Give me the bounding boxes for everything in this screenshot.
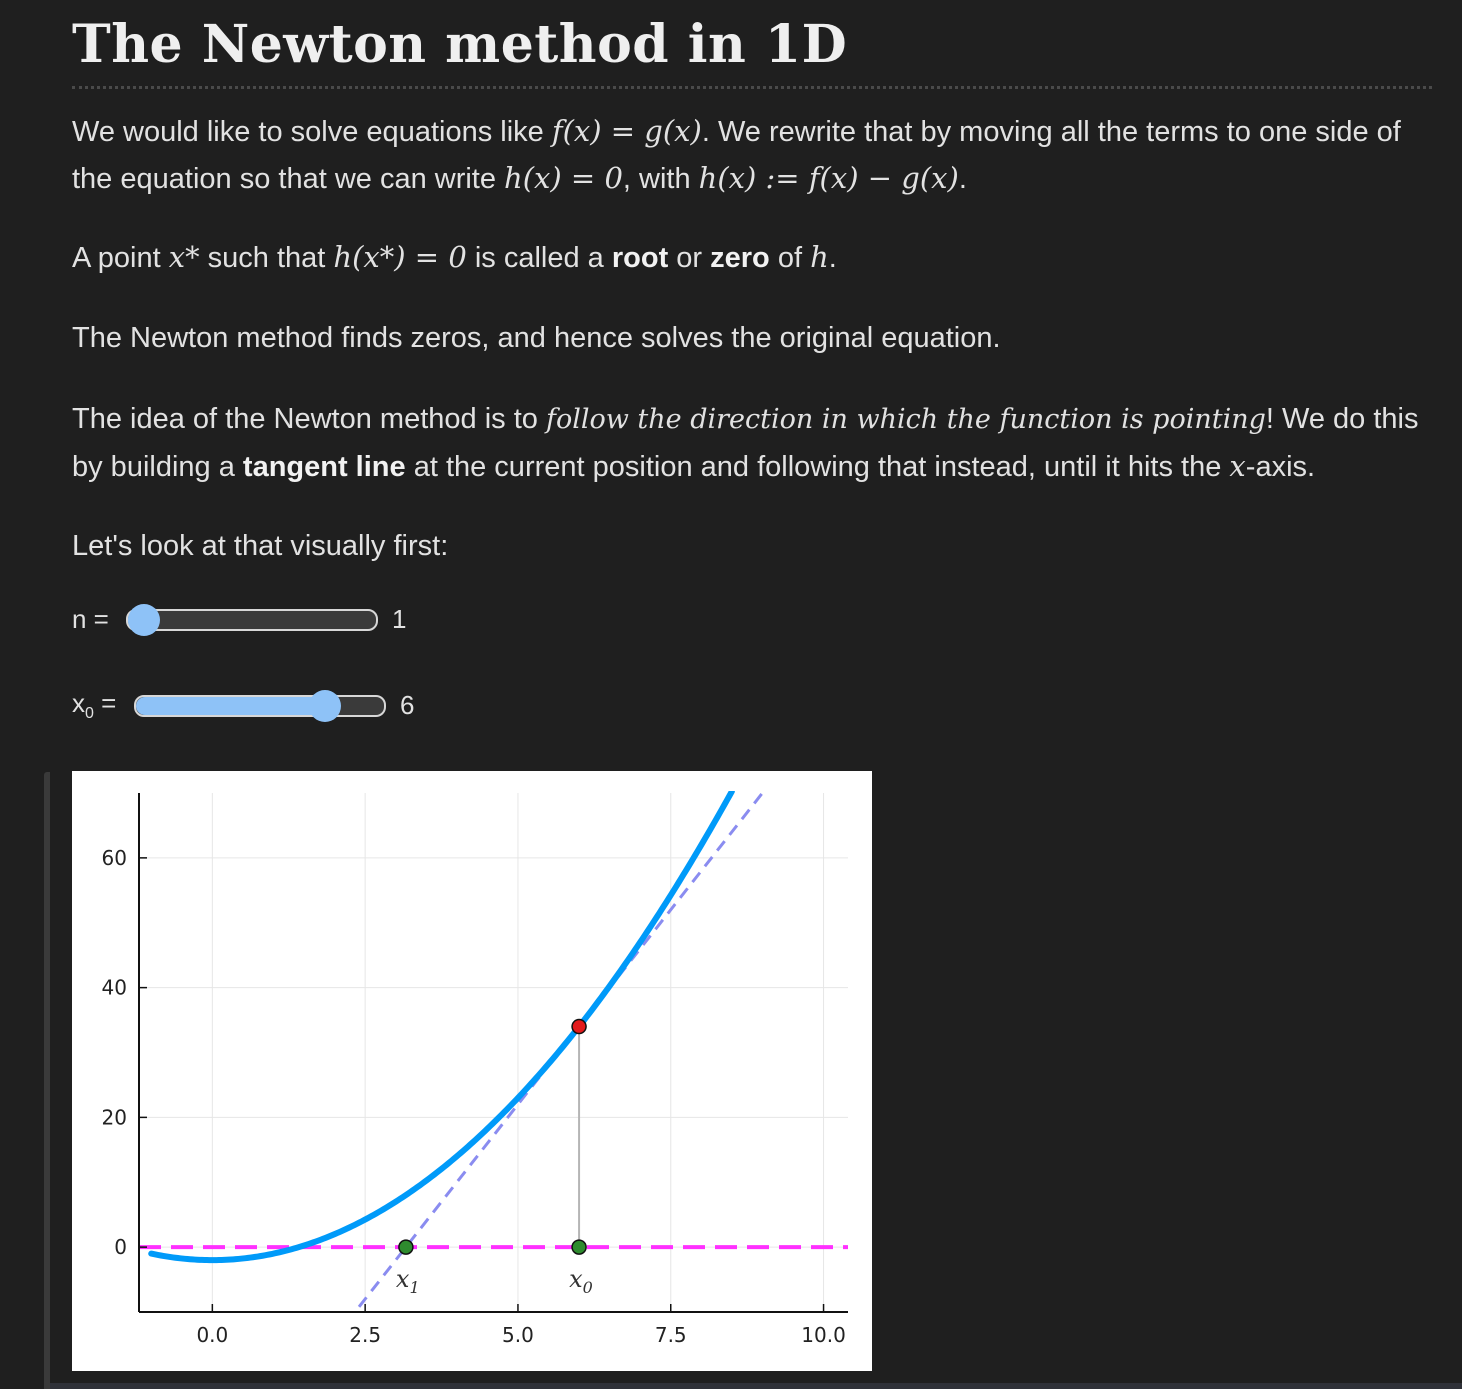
- math-f-eq-g: f(x) = g(x): [551, 114, 702, 148]
- cell-focus-bar: [44, 772, 50, 1389]
- intro-paragraph: We would like to solve equations like f(x) = g(x). We rewrite that by moving all the terms to one side of the equation so that we can write h(x) = 0, with h(x) := f(x) − g(x).: [72, 114, 1401, 195]
- x0-slider-row: [72, 688, 414, 723]
- y-tick-label-1: 20: [101, 1105, 127, 1130]
- newton-plot: [72, 771, 872, 1371]
- math-h-eq-0: h(x) = 0: [504, 161, 623, 195]
- annotation-x0: $x_0$: [569, 1265, 593, 1298]
- x-tick-label-0: 0.0: [196, 1323, 229, 1347]
- x0-slider-thumb[interactable]: [309, 690, 341, 722]
- y-tick-label-3: 60: [101, 845, 127, 870]
- x-tick-label-3: 7.5: [654, 1323, 687, 1347]
- point-axis-2: [399, 1240, 413, 1254]
- x-tick-label-2: 5.0: [502, 1323, 534, 1347]
- n-slider-thumb[interactable]: [128, 604, 160, 636]
- cell-bottom-border: [50, 1383, 1462, 1389]
- x0-slider-value: 6: [400, 690, 415, 721]
- x0-slider[interactable]: [134, 695, 386, 717]
- n-slider-row: [72, 604, 406, 635]
- point-axis-1: [572, 1240, 586, 1254]
- x-tick-label-4: 10.0: [801, 1323, 846, 1347]
- y-tick-label-2: 40: [101, 975, 127, 1000]
- newton-plot-svg: [72, 771, 872, 1371]
- n-slider-value: 1: [392, 604, 407, 634]
- title-divider: [72, 86, 1432, 89]
- newton-finds-zeros-paragraph: The Newton method finds zeros, and hence solves the original equation.: [72, 322, 1001, 354]
- root-definition-paragraph: A point x* such that h(x*) = 0 is called a root or zero of h.: [72, 240, 837, 274]
- y-tick-label-0: 0: [114, 1235, 127, 1260]
- annotation-x1: $x_1$: [395, 1265, 420, 1298]
- math-h-def: h(x) := f(x) − g(x): [698, 161, 959, 195]
- x0-slider-fill: [136, 697, 325, 715]
- function-curve: [151, 791, 732, 1260]
- visual-intro-paragraph: Let's look at that visually first:: [72, 530, 449, 562]
- annotation-sub-0: 0: [582, 1278, 593, 1298]
- x-tick-label-1: 2.5: [349, 1323, 382, 1347]
- annotation-sub-1: 1: [409, 1278, 420, 1298]
- n-slider[interactable]: [126, 609, 378, 631]
- n-slider-label: n =: [72, 604, 109, 634]
- newton-idea-paragraph: The idea of the Newton method is to follow the direction in which the function is pointing! We do this by building a tangent line at the current position and following that instead, until it hits the x-axis.: [72, 403, 1419, 483]
- point-current-0: [572, 1020, 586, 1034]
- x0-slider-label: $x_0$ =: [72, 688, 117, 723]
- page-title: The Newton method in 1D: [72, 14, 848, 75]
